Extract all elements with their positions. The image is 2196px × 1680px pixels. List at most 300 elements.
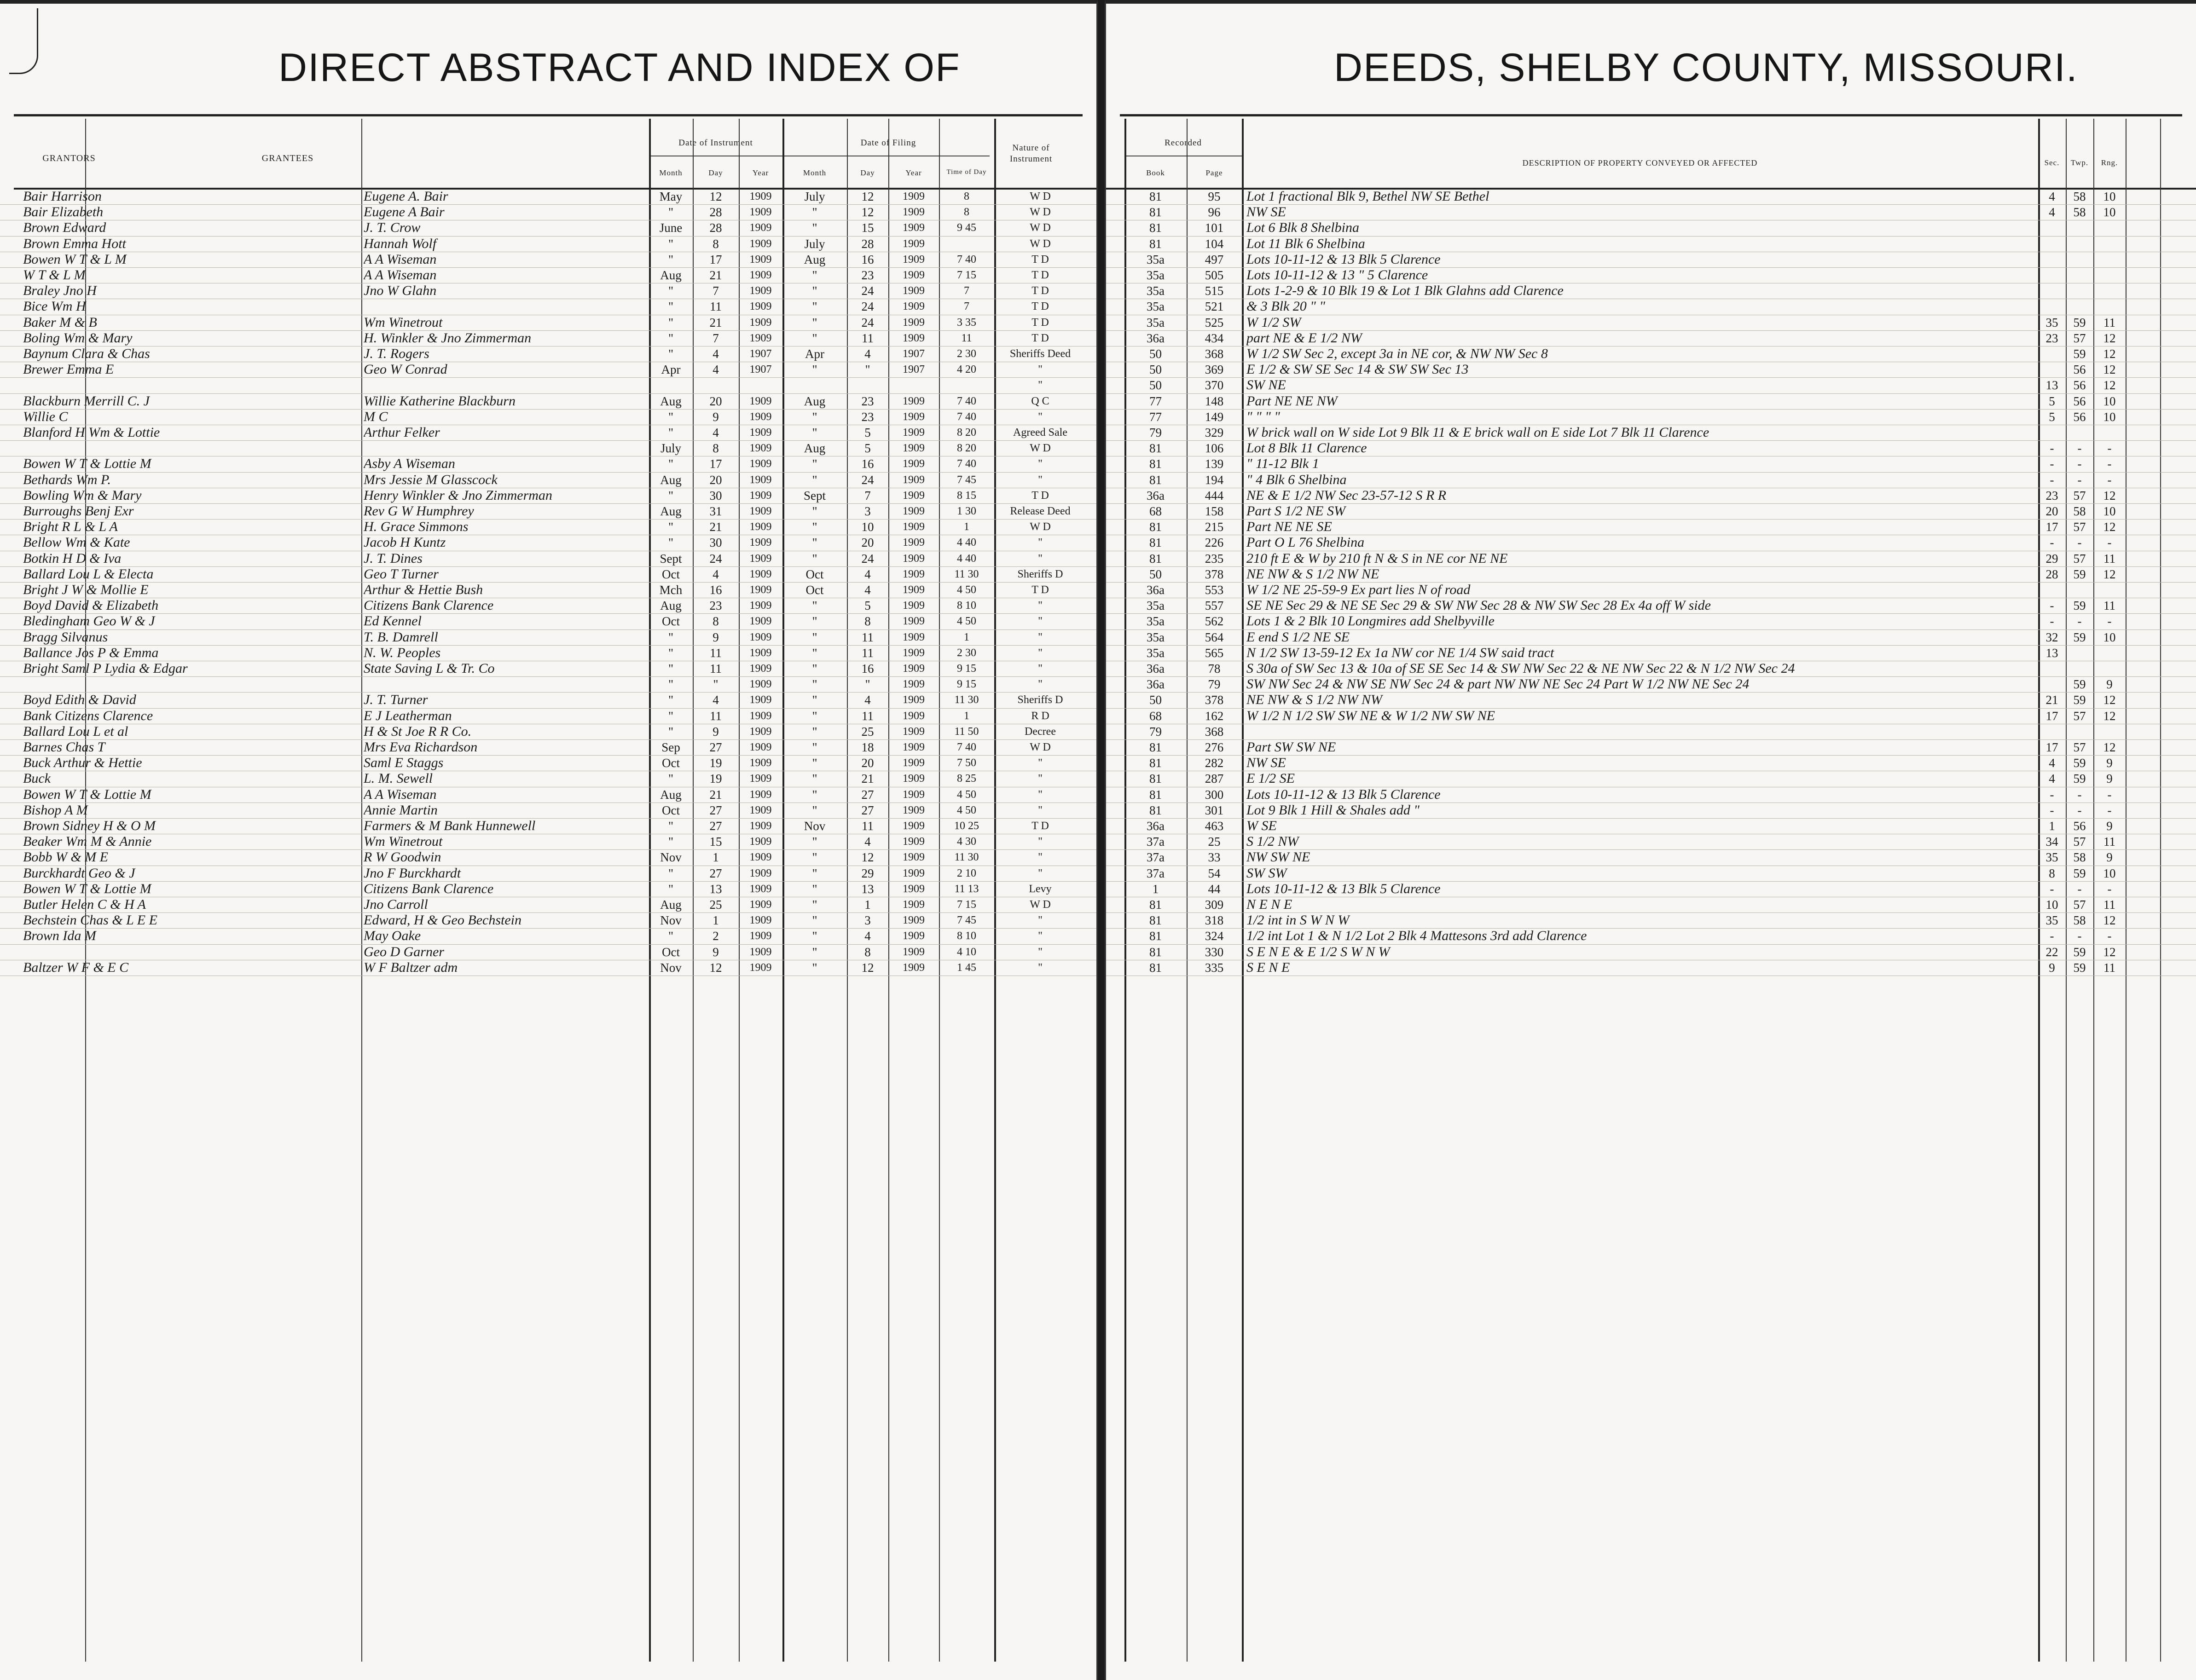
rng-cell: 12 <box>2103 693 2116 707</box>
fyear-cell: 1909 <box>903 710 925 722</box>
desc-cell: SW NE <box>1246 377 1286 393</box>
ftime-cell: 7 15 <box>957 899 976 911</box>
desc-cell: NE & E 1/2 NW Sec 23-57-12 S R R <box>1246 487 1447 503</box>
twp-cell: 57 <box>2073 488 2086 502</box>
iday-cell: 11 <box>710 300 722 314</box>
rng-cell <box>2093 661 2126 676</box>
iday-cell: 8 <box>713 614 719 629</box>
desc-cell: part NE & E 1/2 NW <box>1246 330 1362 346</box>
fday-cell: 4 <box>864 347 871 361</box>
fday-cell: 28 <box>861 237 874 251</box>
twp-cell <box>2066 661 2093 676</box>
page-cell: 557 <box>1205 599 1224 613</box>
fmonth-cell: " <box>812 677 817 692</box>
iday-cell: 21 <box>709 520 722 534</box>
grantor-cell: Blanford H Wm & Lottie <box>23 425 160 440</box>
iyear-cell: 1909 <box>749 253 772 266</box>
twp-cell: - <box>2077 787 2082 802</box>
fday-cell: 24 <box>861 551 874 566</box>
grantor-cell: Ballance Jos P & Emma <box>23 645 159 660</box>
iday-cell: 12 <box>709 190 722 203</box>
imonth-cell: May <box>659 190 683 203</box>
imonth-cell: " <box>668 315 674 329</box>
ftime-cell: 4 50 <box>957 584 976 596</box>
grantee-cell: H & St Joe R R Co. <box>364 723 472 739</box>
nature-cell: Levy <box>1029 883 1052 895</box>
ftime-cell: 7 <box>964 300 969 313</box>
twp-cell <box>2066 283 2093 299</box>
fmonth-cell: " <box>812 536 817 550</box>
fyear-cell: 1909 <box>903 961 925 974</box>
grantees-header: GRANTEES <box>261 153 314 163</box>
iyear-cell: 1909 <box>749 914 772 927</box>
iday-cell: 28 <box>709 205 722 219</box>
grantee-cell: Wm Winetrout <box>364 834 443 849</box>
fday-cell: 4 <box>864 835 871 849</box>
imonth-cell: Nov <box>660 960 682 975</box>
ledger-row <box>1106 220 2196 236</box>
fyear-cell: 1909 <box>903 694 925 706</box>
sec-cell <box>2038 425 2066 440</box>
sec-cell: - <box>2050 473 2054 487</box>
ftime-cell: 8 <box>964 206 969 219</box>
ledger-row <box>1106 299 2196 315</box>
imonth-cell: " <box>668 866 674 880</box>
desc-cell: NE NW & S 1/2 NW NE <box>1246 566 1379 582</box>
page-cell: 194 <box>1205 473 1224 487</box>
iday-cell: 9 <box>713 410 719 424</box>
grantee-cell: Citizens Bank Clarence <box>364 598 494 613</box>
nature-cell: " <box>1038 773 1043 785</box>
ftime-cell: 4 30 <box>957 836 976 848</box>
iyear-cell: 1909 <box>749 505 772 517</box>
fyear-cell: 1909 <box>903 883 925 895</box>
grantor-cell: Beaker Wm M & Annie <box>23 834 152 849</box>
page-cell: 139 <box>1205 457 1224 471</box>
iyear-cell: 1909 <box>749 442 772 455</box>
twp-cell: - <box>2077 803 2082 817</box>
ledger-row <box>1106 834 2196 850</box>
sec-cell <box>2038 252 2066 267</box>
iday-cell: 23 <box>709 599 722 613</box>
desc-cell: S 1/2 NW <box>1246 834 1299 849</box>
twp-cell: 58 <box>2073 850 2086 865</box>
book-cell: 81 <box>1149 551 1162 566</box>
grantee-cell: Geo T Turner <box>364 566 439 582</box>
rng-cell: 12 <box>2103 709 2116 723</box>
rng-cell <box>2093 724 2126 739</box>
fmonth-cell: " <box>812 787 817 802</box>
page-cell: 25 <box>1208 835 1221 849</box>
iyear-cell: 1909 <box>749 269 772 281</box>
imonth-cell: Nov <box>660 850 682 865</box>
sec-cell: 23 <box>2045 331 2058 345</box>
ftime-cell: 8 15 <box>957 489 976 502</box>
rng-cell: 12 <box>2103 740 2116 754</box>
nature-cell: W D <box>1030 442 1051 455</box>
book-cell: 81 <box>1149 536 1162 550</box>
fmonth-cell: " <box>812 457 817 471</box>
page-cell: 235 <box>1205 551 1224 566</box>
rng-cell: 10 <box>2103 630 2116 644</box>
book-cell: 79 <box>1149 724 1162 739</box>
nature-cell: T D <box>1031 300 1049 313</box>
grantor-cell: Bright Saml P Lydia & Edgar <box>23 661 188 676</box>
twp-cell: - <box>2077 473 2082 487</box>
ledger-row <box>1106 708 2196 724</box>
twp-cell: 57 <box>2073 551 2086 566</box>
iday-cell: 13 <box>709 882 722 896</box>
rng-cell: 10 <box>2103 190 2116 203</box>
rng-cell: 9 <box>2106 819 2113 833</box>
fday-cell: 3 <box>864 913 871 928</box>
rng-cell: - <box>2107 882 2112 896</box>
twp-cell: 57 <box>2073 520 2086 534</box>
fyear-cell: 1909 <box>903 191 925 202</box>
page-cell: 553 <box>1205 583 1224 597</box>
rng-cell: - <box>2107 536 2112 550</box>
iday-cell: 7 <box>713 284 719 298</box>
ledger-row <box>0 472 1096 488</box>
iday-cell: 17 <box>709 252 722 266</box>
rng-cell: 11 <box>2103 835 2115 849</box>
nature-cell: " <box>1038 914 1043 927</box>
fmonth-cell: Oct <box>805 567 824 581</box>
sec-cell: 5 <box>2049 394 2055 408</box>
fday-cell: 27 <box>861 803 874 817</box>
fday-cell: 4 <box>864 567 871 581</box>
grantor-cell <box>23 676 253 692</box>
ledger-row <box>0 724 1096 740</box>
imonth-cell: June <box>659 221 683 235</box>
ledger-row <box>1106 818 2196 834</box>
twp-cell: - <box>2077 457 2082 471</box>
fyear-cell: 1909 <box>903 930 925 942</box>
grantee-cell: Jno F Burckhardt <box>364 865 461 881</box>
ledger-row <box>0 912 1096 929</box>
fyear-cell: 1909 <box>903 285 925 297</box>
grantee-cell: Geo W Conrad <box>364 362 447 377</box>
fyear-cell: 1909 <box>903 442 925 455</box>
desc-cell: " 4 Blk 6 Shelbina <box>1246 472 1347 487</box>
iyear-cell: 1909 <box>749 694 772 706</box>
ledger-row <box>1106 866 2196 882</box>
ftime-cell: 1 <box>964 631 969 643</box>
header-rule <box>1120 114 2182 116</box>
imonth-cell: " <box>668 929 674 943</box>
twp-cell: 56 <box>2073 378 2086 393</box>
ledger-row <box>1106 676 2196 693</box>
rng-cell <box>2093 283 2126 299</box>
rng-cell: - <box>2107 473 2112 487</box>
fday-cell: 3 <box>864 504 871 518</box>
desc-cell: Lot 8 Blk 11 Clarence <box>1246 440 1367 456</box>
fday-cell: " <box>865 677 870 692</box>
imonth-cell: Aug <box>660 599 682 613</box>
page-cell: 378 <box>1205 693 1224 707</box>
desc-cell: S 30a of SW Sec 13 & 10a of SE SE Sec 14 & SW NW Sec 22 & NE NW Sec 22 & N 1/2 NW Sec 24 <box>1246 661 1795 676</box>
grantee-cell: A A Wiseman <box>364 251 437 267</box>
fyear-cell: 1909 <box>903 899 925 911</box>
ledger-row <box>1106 252 2196 268</box>
ftime-cell: 9 15 <box>957 663 976 675</box>
desc-cell: W 1/2 SW Sec 2, except 3a in NE cor, & NW NW Sec 8 <box>1246 346 1548 361</box>
fday-cell: 27 <box>861 787 874 802</box>
grantor-cell: Bragg Silvanus <box>23 629 108 645</box>
nature-cell: " <box>1038 647 1043 659</box>
left-page-title: DIRECT ABSTRACT AND INDEX OF <box>278 46 961 90</box>
sec-cell: - <box>2050 441 2054 456</box>
page-header: Page <box>1205 168 1223 177</box>
fday-cell: 5 <box>864 599 871 613</box>
grantor-cell: Barnes Chas T <box>23 739 105 755</box>
twp-cell: 57 <box>2073 898 2086 912</box>
book-cell: 81 <box>1149 457 1162 471</box>
ftime-cell: 8 10 <box>957 930 976 942</box>
fyear-cell: 1909 <box>903 946 925 958</box>
page-cell: 78 <box>1208 662 1221 675</box>
grantee-cell: State Saving L & Tr. Co <box>364 661 495 676</box>
grantor-cell: Bechstein Chas & L E E <box>23 912 157 928</box>
page-cell: 101 <box>1205 221 1224 235</box>
nature-cell: " <box>1038 851 1043 864</box>
desc-cell: Lots 10-11-12 & 13 Blk 5 Clarence <box>1246 881 1441 896</box>
page-cell: 525 <box>1205 315 1224 329</box>
rng-cell: - <box>2107 803 2112 817</box>
grantor-cell: Bowen W T & Lottie M <box>23 786 151 802</box>
iyear-cell: 1909 <box>749 410 772 423</box>
grantee-cell: H. Grace Simmons <box>364 519 469 535</box>
desc-cell: SW NW Sec 24 & NW SE NW Sec 24 & part NW NW NE Sec 24 Part W 1/2 NW NE Sec 24 <box>1246 676 1750 692</box>
book-cell: 37a <box>1147 866 1165 880</box>
desc-cell: SW SW <box>1246 865 1287 881</box>
rng-cell: 11 <box>2103 960 2115 975</box>
sec-cell: - <box>2050 787 2054 802</box>
fmonth-cell <box>782 377 847 393</box>
ftime-cell: 7 <box>964 285 969 297</box>
fmonth-cell: " <box>812 426 817 439</box>
desc-cell: " 11-12 Blk 1 <box>1246 456 1319 472</box>
ledger-row <box>1106 661 2196 677</box>
twp-cell: 59 <box>2073 567 2086 581</box>
grantor-cell: Boyd David & Elizabeth <box>23 598 159 613</box>
imonth-cell: " <box>668 835 674 849</box>
nature-cell: T D <box>1031 820 1049 832</box>
page-cell: 276 <box>1205 740 1224 754</box>
twp-cell <box>2066 582 2093 598</box>
ledger-row <box>1106 393 2196 410</box>
ledger-row <box>1106 377 2196 393</box>
book-cell: 1 <box>1152 882 1159 896</box>
book-cell: 81 <box>1149 960 1162 975</box>
nature-cell: " <box>1038 364 1043 376</box>
imonth-cell: Nov <box>660 913 682 928</box>
desc-cell: W 1/2 NE 25-59-9 Ex part lies N of road <box>1246 582 1471 597</box>
ledger-row <box>0 566 1096 583</box>
fday-cell: 5 <box>864 426 871 439</box>
twp-cell: - <box>2077 536 2082 550</box>
sec-cell: 35 <box>2045 315 2058 329</box>
page-cell: 95 <box>1208 190 1221 203</box>
rng-cell: 12 <box>2103 567 2116 581</box>
page-cell: 335 <box>1205 960 1224 975</box>
grantor-cell: Burroughs Benj Exr <box>23 503 134 519</box>
ledger-row <box>0 189 1096 205</box>
imonth-cell: Sept <box>660 551 682 566</box>
fmonth-cell: " <box>812 520 817 534</box>
fyear-cell: 1909 <box>903 600 925 612</box>
iday-cell: 11 <box>710 646 722 660</box>
grantor-cell: Bledingham Geo W & J <box>23 613 155 629</box>
fday-cell: 10 <box>861 520 874 534</box>
grantor-cell <box>23 440 253 456</box>
desc-cell: Lot 11 Blk 6 Shelbina <box>1246 236 1365 251</box>
sec-cell <box>2038 676 2066 692</box>
ftime-cell: 9 15 <box>957 678 976 691</box>
fyear-cell: 1909 <box>903 584 925 596</box>
imonth-cell: " <box>668 772 674 786</box>
imonth-cell: Oct <box>662 756 680 770</box>
desc-cell: Lots 10-11-12 & 13 Blk 5 Clarence <box>1246 251 1441 267</box>
imonth-cell: " <box>668 536 674 550</box>
twp-cell: 59 <box>2073 945 2086 959</box>
fyear-cell <box>888 377 939 393</box>
fday-cell: 12 <box>861 960 874 975</box>
desc-cell: SE NE Sec 29 & NE SE Sec 29 & SW NW Sec 28 & NW SW Sec 28 Ex 4a off W side <box>1246 598 1711 613</box>
grantee-cell <box>364 440 640 456</box>
ledger-row <box>0 456 1096 472</box>
book-cell: 50 <box>1149 567 1162 581</box>
fyear-cell: 1909 <box>903 458 925 470</box>
book-cell: 81 <box>1149 787 1162 802</box>
fyear-cell: 1909 <box>903 663 925 675</box>
iyear-cell: 1909 <box>749 788 772 801</box>
imonth-cell: " <box>668 630 674 644</box>
desc-cell: & 3 Blk 20 " " <box>1246 299 1326 314</box>
fyear-cell: 1909 <box>903 678 925 691</box>
ledger-row <box>1106 330 2196 346</box>
twp-cell: 59 <box>2073 677 2086 692</box>
grantee-cell: J. T. Crow <box>364 220 421 236</box>
ledger-row <box>0 409 1096 425</box>
twp-cell: - <box>2077 614 2082 629</box>
rng-cell <box>2093 645 2126 661</box>
fmonth-cell: " <box>812 913 817 928</box>
fyear-cell: 1909 <box>903 773 925 785</box>
sec-cell: 32 <box>2045 630 2058 644</box>
rng-cell: 9 <box>2106 756 2113 770</box>
sec-cell: 22 <box>2045 945 2058 959</box>
ledger-row <box>0 362 1096 378</box>
sec-cell: 34 <box>2045 835 2058 849</box>
iday-cell: 17 <box>709 457 722 471</box>
ftime-cell: 7 50 <box>957 757 976 769</box>
nature-cell: T D <box>1031 316 1049 329</box>
grantor-cell: Brown Sidney H & O M <box>23 818 156 833</box>
page-cell: 79 <box>1208 677 1221 692</box>
fday-cell: 16 <box>861 252 874 266</box>
fmonth-cell: " <box>812 300 817 314</box>
nature-cell: " <box>1038 473 1043 486</box>
iyear-cell: 1909 <box>749 647 772 659</box>
twp-cell: 58 <box>2073 504 2086 518</box>
ftime-cell: 7 40 <box>957 410 976 423</box>
page-cell: 96 <box>1208 205 1221 219</box>
iday-cell: 11 <box>710 662 722 675</box>
fmonth-cell: " <box>812 960 817 975</box>
ledger-row <box>0 787 1096 803</box>
nature-cell: " <box>1038 678 1043 691</box>
book-cell: 81 <box>1149 520 1162 534</box>
sec-cell: - <box>2050 882 2054 896</box>
grantor-cell: Bright R L & L A <box>23 519 118 535</box>
imonth-cell: " <box>668 662 674 675</box>
ledger-row <box>1106 267 2196 283</box>
ftime-cell: 1 30 <box>957 505 976 517</box>
fday-cell: 12 <box>861 205 874 219</box>
page-cell: 369 <box>1205 363 1224 377</box>
sec-cell: 13 <box>2045 378 2058 393</box>
ftime-cell: 4 20 <box>957 364 976 376</box>
nature-cell: " <box>1038 379 1043 392</box>
sec-cell: 20 <box>2045 504 2058 518</box>
page-cell: 434 <box>1205 331 1224 345</box>
fday-cell: 11 <box>862 331 874 345</box>
grantee-cell: H. Winkler & Jno Zimmerman <box>364 330 532 346</box>
page-cell: 149 <box>1205 410 1224 424</box>
ledger-row <box>1106 346 2196 362</box>
iyear-cell: 1909 <box>749 631 772 643</box>
rng-cell: 10 <box>2103 504 2116 518</box>
fday-cell: 1 <box>864 898 871 912</box>
imonth-cell: Aug <box>660 898 682 912</box>
iyear-cell: 1909 <box>749 804 772 816</box>
fmonth-cell: Sept <box>803 488 826 502</box>
fday-cell: 24 <box>861 284 874 298</box>
ledger-row <box>0 393 1096 410</box>
page-cell: 44 <box>1208 882 1221 896</box>
page-cell: 287 <box>1205 772 1224 786</box>
book-cell: 50 <box>1149 378 1162 393</box>
book-cell: 35a <box>1147 284 1165 298</box>
desc-cell: W SE <box>1246 818 1277 833</box>
fmonth-cell: " <box>812 331 817 345</box>
grantor-cell: Bowen W T & Lottie M <box>23 881 151 896</box>
ledger-row <box>0 944 1096 960</box>
fmonth-cell: " <box>812 315 817 329</box>
fday-cell: 12 <box>861 190 874 203</box>
sec-cell: - <box>2050 599 2054 613</box>
imonth-cell: " <box>668 819 674 833</box>
ledger-row <box>1106 582 2196 598</box>
book-cell: 81 <box>1149 929 1162 943</box>
sec-cell: 28 <box>2045 567 2058 581</box>
nature-cell: Agreed Sale <box>1013 427 1067 439</box>
twp-cell: 59 <box>2073 599 2086 613</box>
ftime-cell: 4 50 <box>957 804 976 816</box>
nature-cell: " <box>1038 946 1043 958</box>
fday-cell: 7 <box>864 488 871 502</box>
fday-cell: " <box>865 363 870 377</box>
iday-cell: 19 <box>709 756 722 770</box>
ftime-cell: 4 50 <box>957 615 976 628</box>
desc-cell: 1/2 int Lot 1 & N 1/2 Lot 2 Blk 4 Mattesons 3rd add Clarence <box>1246 928 1587 944</box>
ledger-row <box>1106 787 2196 803</box>
rng-cell: 10 <box>2103 205 2116 219</box>
grantor-cell: Bowling Wm & Mary <box>23 487 142 503</box>
grantee-cell <box>364 377 640 393</box>
grantee-cell: Mrs Eva Richardson <box>364 739 478 755</box>
